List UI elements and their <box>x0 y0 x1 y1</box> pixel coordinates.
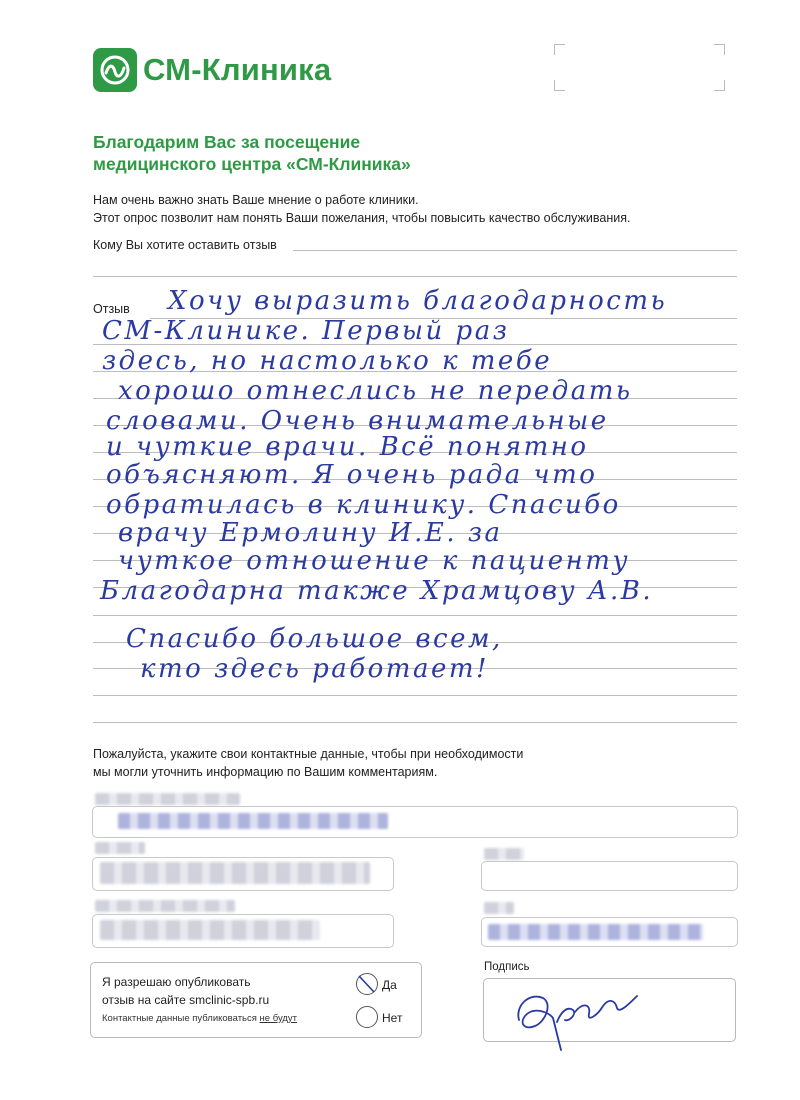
publish-no-label: Нет <box>382 1011 403 1025</box>
redacted-value <box>100 920 320 940</box>
cm-clinic-logo-icon <box>93 48 137 92</box>
review-line: и чуткие врачи. Всё понятно <box>106 432 589 462</box>
review-line: СМ-Клинике. Первый раз <box>102 316 510 346</box>
review-line: Спасибо большое всем, <box>126 624 503 654</box>
contact-email-field[interactable] <box>481 861 738 891</box>
title-line-1: Благодарим Вас за посещение <box>93 132 361 152</box>
stamp-area-corner <box>714 44 725 55</box>
review-line: объясняют. Я очень рада что <box>106 460 598 490</box>
intro-line-2: Этот опрос позволит нам понять Ваши пожелания, чтобы повысить качество обслуживания. <box>93 211 631 225</box>
review-line: здесь, но настолько к тебе <box>102 346 553 376</box>
publish-consent-note-emphasis: не будут <box>259 1013 298 1024</box>
publish-no-radio[interactable] <box>356 1006 378 1028</box>
page-title <box>93 131 411 175</box>
publish-consent-line-2: отзыв на сайте smclinic-spb.ru <box>102 993 270 1007</box>
review-label: Отзыв <box>93 302 130 316</box>
publish-consent-note-prefix: Контактные данные публиковаться <box>102 1013 257 1024</box>
stamp-area-corner <box>554 44 565 55</box>
publish-consent-line-1: Я разрешаю опубликовать <box>102 975 251 989</box>
title-line-2: медицинского центра «СМ-Клиника» <box>93 154 411 174</box>
redacted-value <box>100 862 370 884</box>
redacted-value <box>488 924 703 940</box>
redacted-value <box>118 813 388 829</box>
review-line: Хочу выразить благодарность <box>168 286 668 316</box>
review-line: словами. Очень внимательные <box>106 406 609 436</box>
review-line: кто здесь работает! <box>140 654 489 684</box>
review-ruled-line <box>93 615 737 616</box>
publish-yes-label: Да <box>382 978 397 992</box>
review-line: хорошо отнеслись не передать <box>118 376 633 406</box>
brand-name: СМ-Клиника <box>143 52 332 87</box>
review-ruled-line <box>93 695 737 696</box>
review-line: чуткое отношение к пациенту <box>118 546 631 576</box>
review-line: врачу Ермолину И.Е. за <box>118 518 503 548</box>
recipient-field-line-2[interactable] <box>93 276 737 277</box>
intro-text <box>93 191 630 227</box>
intro-line-1: Нам очень важно знать Ваше мнение о работе клиники. <box>93 193 419 207</box>
contact-note <box>93 745 523 781</box>
publish-yes-radio[interactable] <box>356 973 378 995</box>
review-line: Благодарна также Храмцову А.В. <box>100 576 654 606</box>
redacted-field-label <box>484 902 514 914</box>
checkmark-stroke-icon <box>357 974 377 994</box>
redacted-field-label <box>95 793 240 805</box>
recipient-label: Кому Вы хотите оставить отзыв <box>93 238 277 252</box>
stamp-area-corner <box>714 80 725 91</box>
recipient-field[interactable] <box>293 250 737 251</box>
stamp-area-corner <box>554 80 565 91</box>
publish-consent-note <box>102 1013 297 1024</box>
signature-scribble <box>505 982 645 1052</box>
review-line: обратилась в клинику. Спасибо <box>106 490 621 520</box>
redacted-field-label <box>95 842 145 854</box>
review-ruled-line <box>93 722 737 723</box>
contact-note-line-2: мы могли уточнить информацию по Вашим комментариям. <box>93 765 438 779</box>
signature-label: Подпись <box>484 961 530 973</box>
redacted-field-label <box>484 848 524 860</box>
redacted-field-label <box>95 900 235 912</box>
contact-note-line-1: Пожалуйста, укажите свои контактные данные, чтобы при необходимости <box>93 747 524 761</box>
